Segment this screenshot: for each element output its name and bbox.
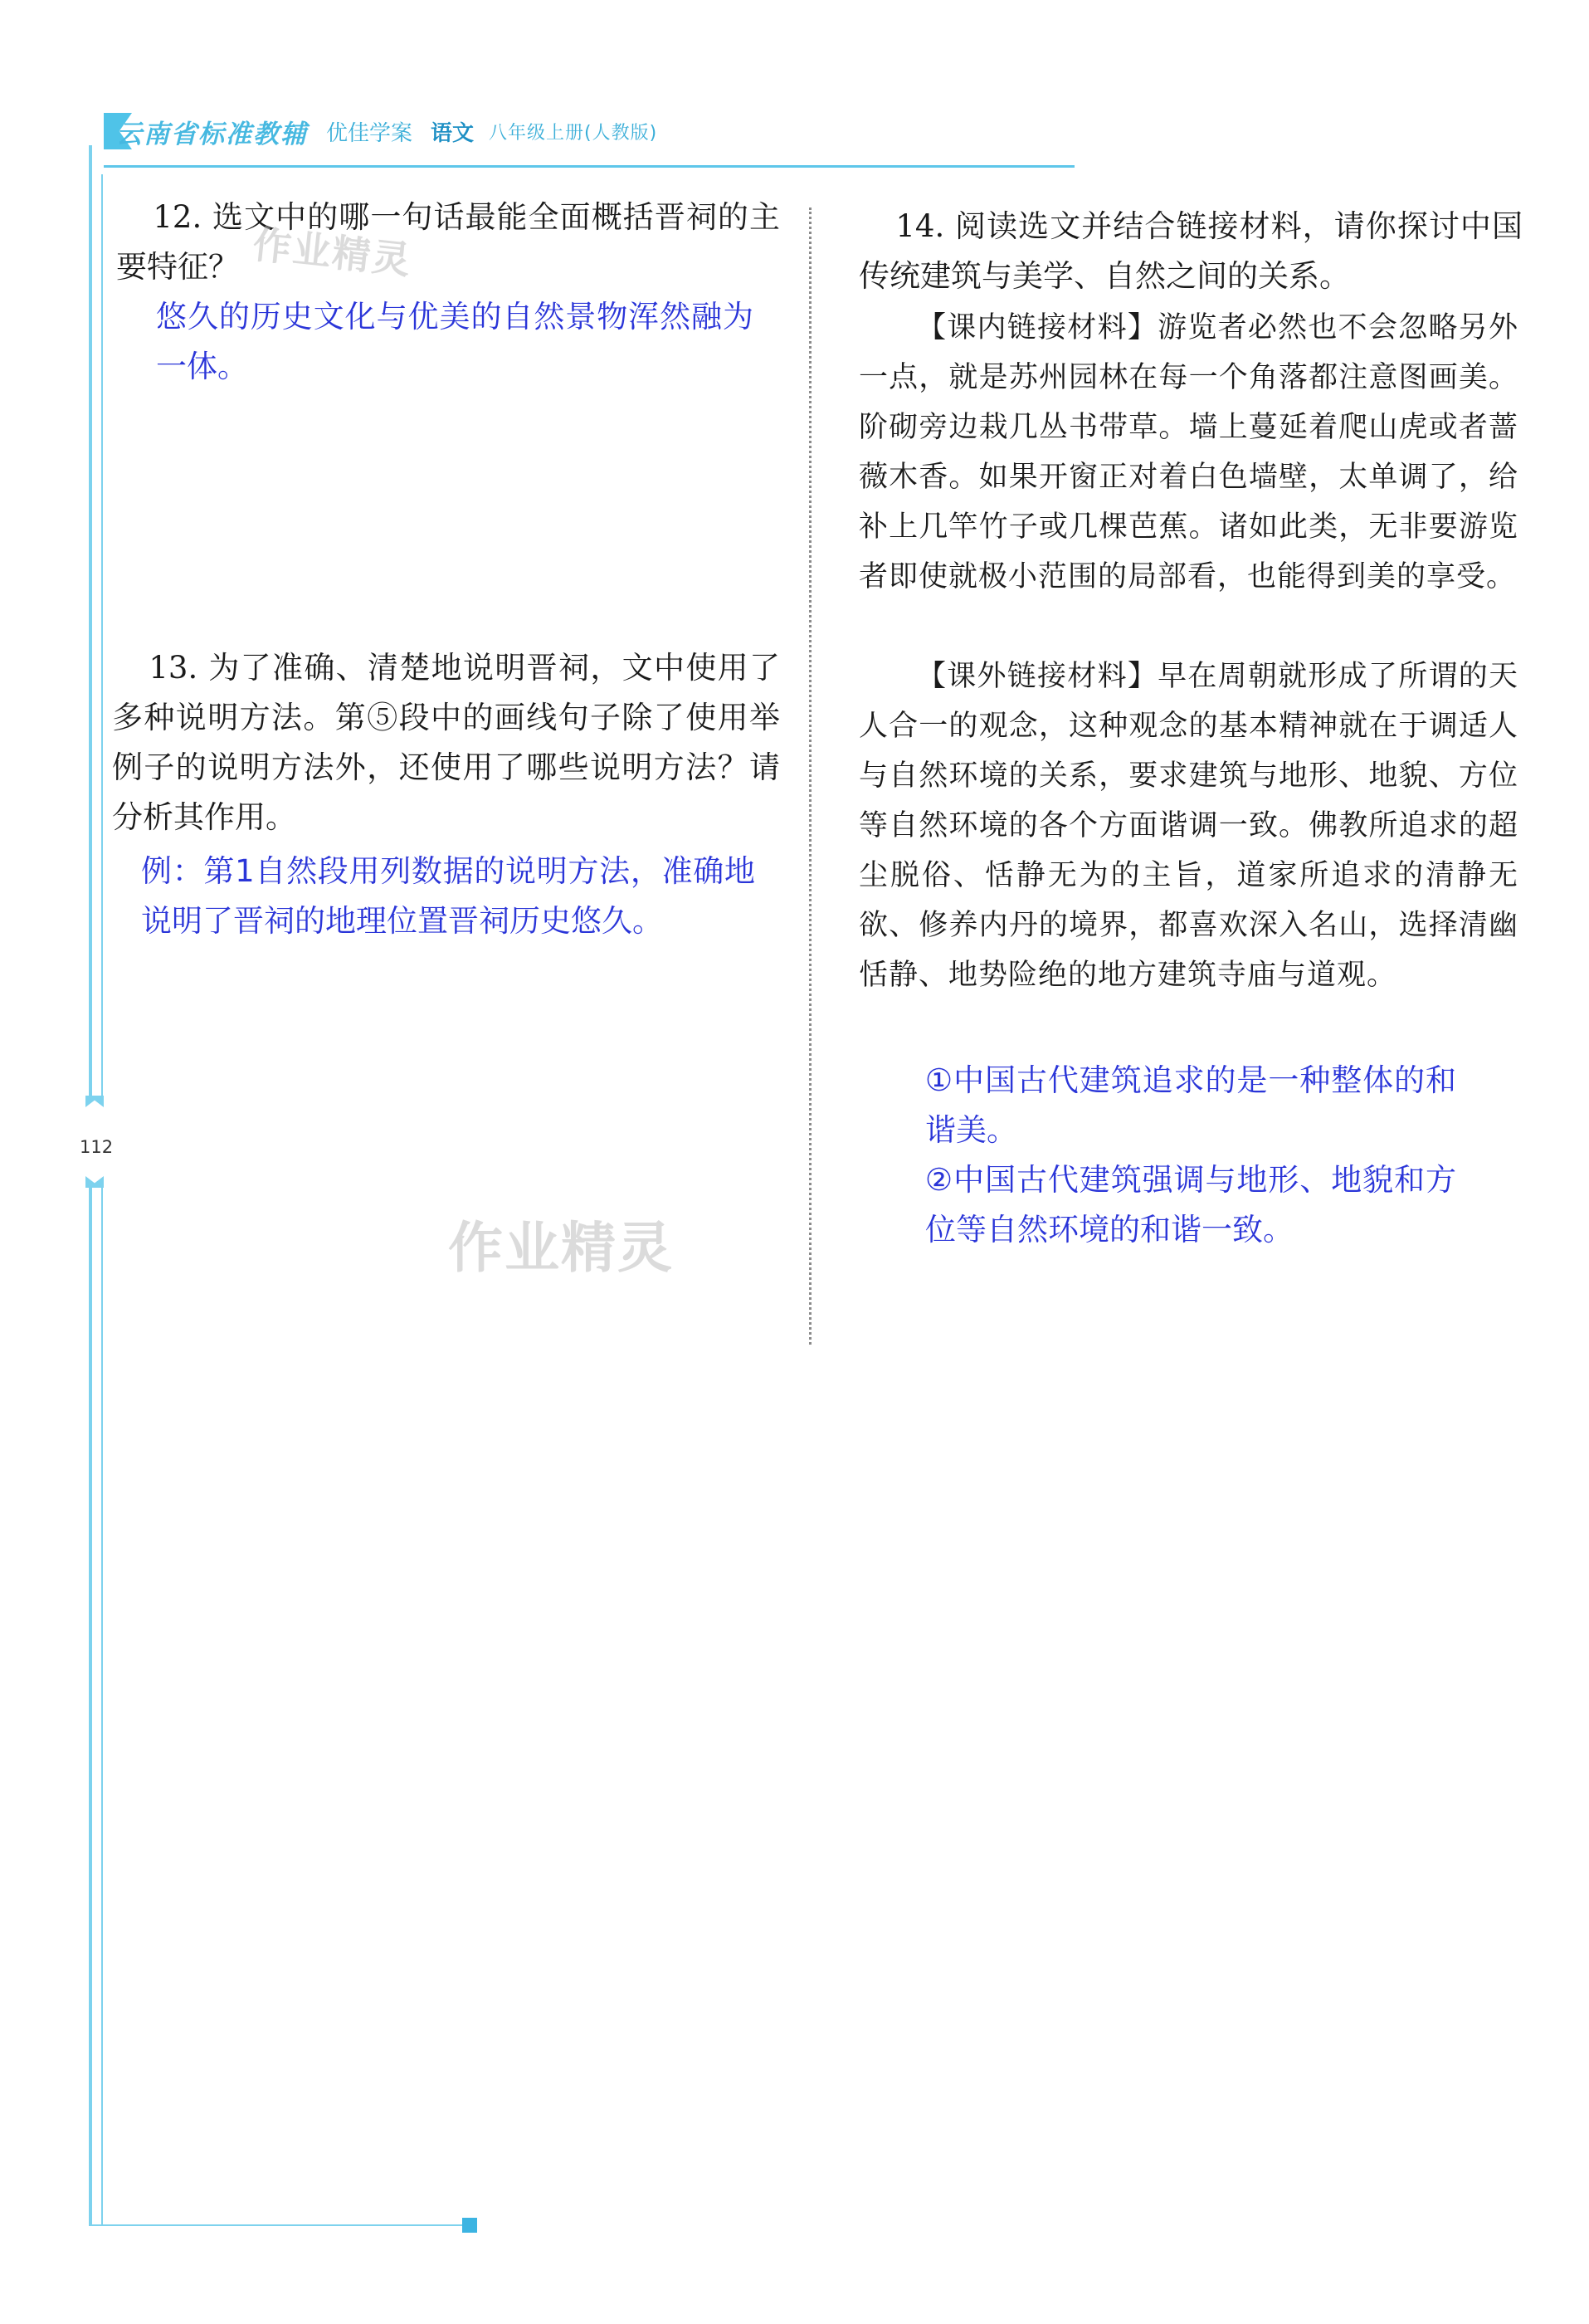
link-material-extracurricular	[859, 652, 1518, 1000]
footer-rule	[89, 2224, 462, 2226]
watermark-large: 作业精灵	[448, 1216, 674, 1280]
question-12-answer: 悠久的历史文化与优美的自然景物浑然融为一体。	[156, 299, 753, 384]
margin-rail-inner	[101, 174, 103, 2224]
header-subject: 语文	[431, 120, 475, 146]
question-13-answer-block	[141, 847, 755, 946]
question-14-answer-2: ②中国古代建筑强调与地形、地貌和方位等自然环境的和谐一致。	[925, 1162, 1456, 1247]
question-13	[112, 643, 780, 842]
question-14-text: 14. 阅读选文并结合链接材料，请你探讨中国传统建筑与美学、自然之间的关系。	[859, 208, 1523, 294]
running-header	[116, 108, 657, 154]
question-12	[116, 193, 780, 292]
link-material-in-class	[859, 303, 1518, 602]
question-14-answer-block	[925, 1056, 1456, 1255]
header-grade: 八年级上册(人教版)	[489, 122, 658, 144]
footer-square-marker	[462, 2218, 477, 2233]
question-12-answer-block	[156, 292, 753, 392]
watermark-small: 作业精灵	[251, 222, 414, 283]
link-material-in-class-text: 【课内链接材料】游览者必然也不会忽略另外一点，就是苏州园林在每一个角落都注意图画美。阶砌旁边栽几丛书带草。墙上蔓延着爬山虎或者蔷薇木香。如果开窗正对着白色墙壁，太单调了，给补上几竿竹子或几棵芭蕉。诸如此类，无非要游览者即使就极小范围的局部看，也能得到美的享受。	[859, 311, 1518, 593]
link-material-extracurricular-text: 【课外链接材料】早在周朝就形成了所谓的天人合一的观念，这种观念的基本精神就在于调适人与自然环境的关系，要求建筑与地形、地貌、方位等自然环境的各个方面谐调一致。佛教所追求的超尘脱俗、恬静无为的主旨，道家所追求的清静无欲、修养内丹的境界，都喜欢深入名山，选择清幽恬静、地势险绝的地方建筑寺庙与道观。	[859, 660, 1518, 992]
question-14	[859, 202, 1523, 301]
question-14-answer-1: ①中国古代建筑追求的是一种整体的和谐美。	[925, 1062, 1456, 1148]
question-12-text: 12. 选文中的哪一句话最能全面概括晋祠的主要特征？	[116, 199, 780, 285]
page-number: 112	[80, 1137, 114, 1157]
header-brand: 云南省标准教辅	[116, 119, 308, 149]
question-13-text: 13. 为了准确、清楚地说明晋祠，文中使用了多种说明方法。第⑤段中的画线句子除了使用举例子的说明方法外，还使用了哪些说明方法？请分析其作用。	[112, 650, 780, 835]
question-13-answer: 例：第1自然段用列数据的说明方法，准确地说明了晋祠的地理位置晋祠历史悠久。	[141, 853, 755, 939]
header-series: 优佳学案	[326, 120, 413, 146]
header-rule	[104, 165, 1075, 168]
column-divider	[809, 208, 812, 1345]
